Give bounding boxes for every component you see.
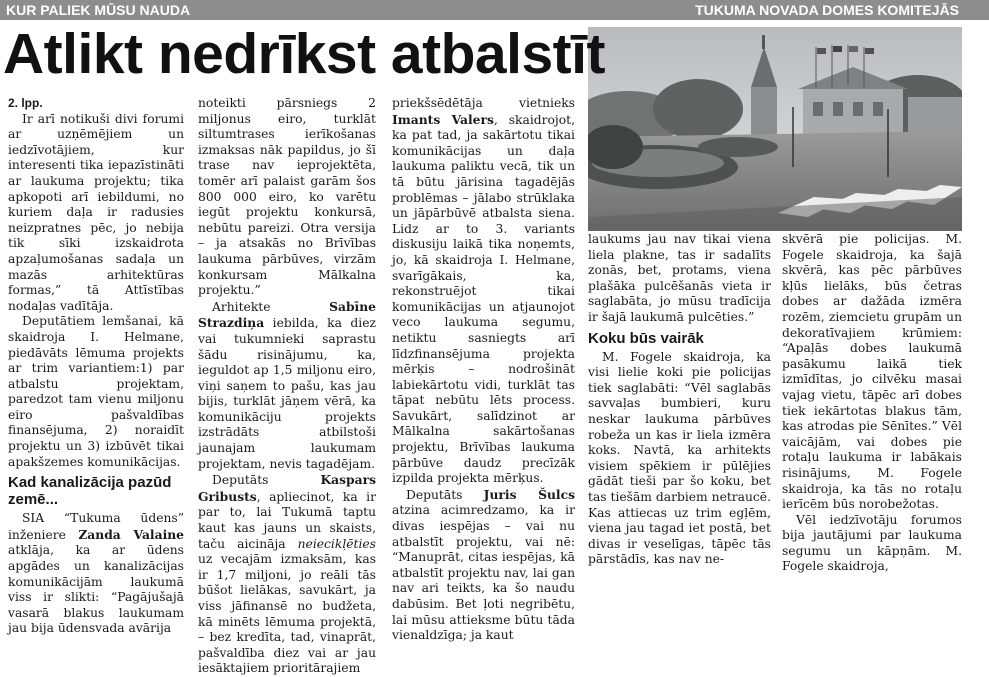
page-reference: 2. lpp. <box>8 96 43 110</box>
town-square-render-image <box>588 27 962 231</box>
text-run: Deputāts <box>212 473 321 488</box>
article-column-1 <box>8 96 184 637</box>
paragraph <box>198 472 376 677</box>
paragraph: noteikti pārsniegs 2 miljonus eiro, turklāt siltumtrases ierīkošanas izmaksas nāk papildus, jo šī trase nav ieprojektēta, tomēr arī palaist garām šos 800 000 eiro, ko varētu iegūt projektu konkursā, nebūtu pareizi. Otra versija – ja atsakās no Brīvības laukuma pārbūves, virzām konkursam Mālkalna projektu.” <box>198 96 376 298</box>
paragraph <box>198 299 376 473</box>
article-column-4 <box>588 232 771 568</box>
text-run: , skaidrojot, ka pat tad, ja sakārtotu tikai komunikācijas un daļa laukuma paliktu vecā, tik un tā būtu jārisina tagadējās problēmas – jālabo strūklaka un jāpārbūvē atbalsta siena. Lidz ar to 3. variants diskusiju laikā tika noņemts, jo, kā skaidroja I. Helmane, svarīgākais, ka, rekonstruējot tikai komunikācijas un atjaunojot veco laukuma segumu, netiktu sasniegts arī līdzfinansējuma projekta mērķis – nodrošināt labiekārtotu vidi, turklāt tas tāpat nebūtu lēts process. Savukārt, salīdzinot ar Mālkalna sakārtošanas projektu, Brīvības laukuma pārbūve daudz precīzāk izpilda projekta mērķus. <box>392 112 575 486</box>
paragraph: skvērā pie policijas. M. Fogele skaidroja, ka šajā skvērā, kas pēc pārbūves kļūs lielāks, būs četras dobes ar dažāda izmēra rozēm, ziemcietu grupām un dekoratīvajiem krūmiem: “Apaļās dobes laukumā pasākumu laikā tiek izmīdītas, jo cilvēku masai vajag vietu, tāpēc arī dobes tiek iekārtotas blakus tām, kas atrodas pie Sēnītes.” Vēl vaicājām, vai dobes pie rotaļu laukuma ir labākais risinājums, M. Fogele skaidroja, ka tās no rotaļu ierīcēm būs norobežotas. <box>782 232 962 512</box>
person-name: Kaspars Gribusts <box>198 472 376 504</box>
italic-word: neiecikļēties <box>297 536 376 551</box>
text-run: uz vecajām izmaksām, kas ir 1,7 miljoni, jo reāli tās būšot lielākas, savukārt, ja viss jāfinansē no budžeta, kā minēts lēmuma projektā, – bez kredīta, tad, vinaprāt, pašvaldība diez vai ar jau iesāktajiem prioritārajiem <box>198 552 376 676</box>
paragraph <box>8 511 184 637</box>
section-label-left: KUR PALIEK MŪSU NAUDA <box>6 2 191 18</box>
paragraph <box>392 96 575 487</box>
paragraph: laukums jau nav tikai viena liela plakne, tas ir sadalīts zonās, bet, protams, viena plašāka pulcēšanās vieta ir saglabāta, jo mūsu tradīcija ir šajā laukumā pulcēties.” <box>588 232 771 324</box>
text-run: Arhitekte <box>212 299 330 314</box>
paragraph: Vēl iedzīvotāju forumos bija jautājumi par laukuma segumu un kāpņām. M. Fogele skaidroja, <box>782 512 962 574</box>
text-run: atzina acimredzamo, ka ir divas iespējas – vai nu atbalstīt projektu, vai nē: “Manuprāt, citas iespējas, kā atbalstīt projektu nav, lai gan nav ari teikts, ka šo naudu dabūsim. Bet ļoti negribētu, lai mūsu attieksme būtu tāda vienaldzīga; ja kaut <box>392 503 575 643</box>
paragraph: M. Fogele skaidroja, ka visi lielie koki pie policijas tiek saglabāti: “Vēl saglabās savvaļas bumbieri, kuru neskar laukuma pārbūves robeža un kas ir liela izmēra koks. Navtā, ka arhitekts visiem spēkiem ir pūlējies gādāt tieši par šo koku, bet tas tiešām darbiem netraucē. Kas attiecas uz trim egļēm, viena jau tagad iet postā, bet divas ir veselīgas, tāpēc tās pārstādīs, kas nav ne- <box>588 349 771 567</box>
text-run: iebilda, ka diez vai tukumnieki saprastu šādu risinājumu, ka, ieguldot ap 1,5 miljonu eiro, viņi saņem to pašu, kas jau bijis, turklāt jāņem vērā, ka komunikāciju projekts izstrādāts atbilstoši jaunajam laukumam projektam, nevis tagadējam. <box>198 316 376 471</box>
text-run: atklāja, ka ar ūdens apgādes un kanalizācijas komunikācijām laukumā viss ir slikti: “Pagājušajā vasarā blakus laukumam jau bija ūdensvada avārija <box>8 543 184 636</box>
article-column-5 <box>782 232 962 575</box>
text-run: SIA “Tukuma ūdens” inženiere <box>8 511 184 542</box>
text-run: , aplieсinot, ka ir par to, lai Tukumā taptu kaut kas jauns un skaists, taču aicināja <box>198 489 376 551</box>
paragraph: Deputātiem lemšanai, kā skaidroja I. Helmane, piedāvāts lēmuma projekts ar trim variantiem:1) par atbalstu projektam, paredzot tam vienu miljonu eiro pašvaldības finansējuma, 2) noraidīt projektu un 3) izbūvēt tikai apakšzemes komunikācijas. <box>8 314 184 469</box>
person-name: Zanda Valaine <box>78 526 184 542</box>
article-column-2 <box>198 96 376 677</box>
paragraph: Ir arī notikuši divi forumi ar uzņēmējiem un iedzīvotājiem, kur interesenti tika iepazīstināti ar laukuma projektu; tika apkopoti arī iebildumi, no kuriem daļa ir radusies neizpratnes pēc, jo nebija tik sīki izskaidrota apzaļumošanas sadaļa un mazās arhitektūras formas,” tā Attīstības nodaļas vadītāja. <box>8 111 184 313</box>
article-column-3 <box>392 96 575 644</box>
paragraph <box>392 487 575 644</box>
person-name: Juris Šulcs <box>483 486 575 502</box>
text-run: priekšsēdētāja vietnieks <box>392 96 575 110</box>
photo-illustration <box>588 27 962 231</box>
text-run: Deputāts <box>406 487 484 502</box>
person-name: Sabīne Strazdiņa <box>198 298 376 331</box>
section-label-right: TUKUMA NOVADA DOMES KOMITEJĀS <box>695 2 959 18</box>
article-headline: Atlikt nedrīkst atbalstīt <box>3 22 605 86</box>
section-header-bar <box>0 0 989 20</box>
subheading: Kad kanalizācija pazūd zemē... <box>8 474 172 509</box>
subheading: Koku būs vairāk <box>588 329 704 347</box>
person-name: Imants Valers <box>392 111 494 127</box>
